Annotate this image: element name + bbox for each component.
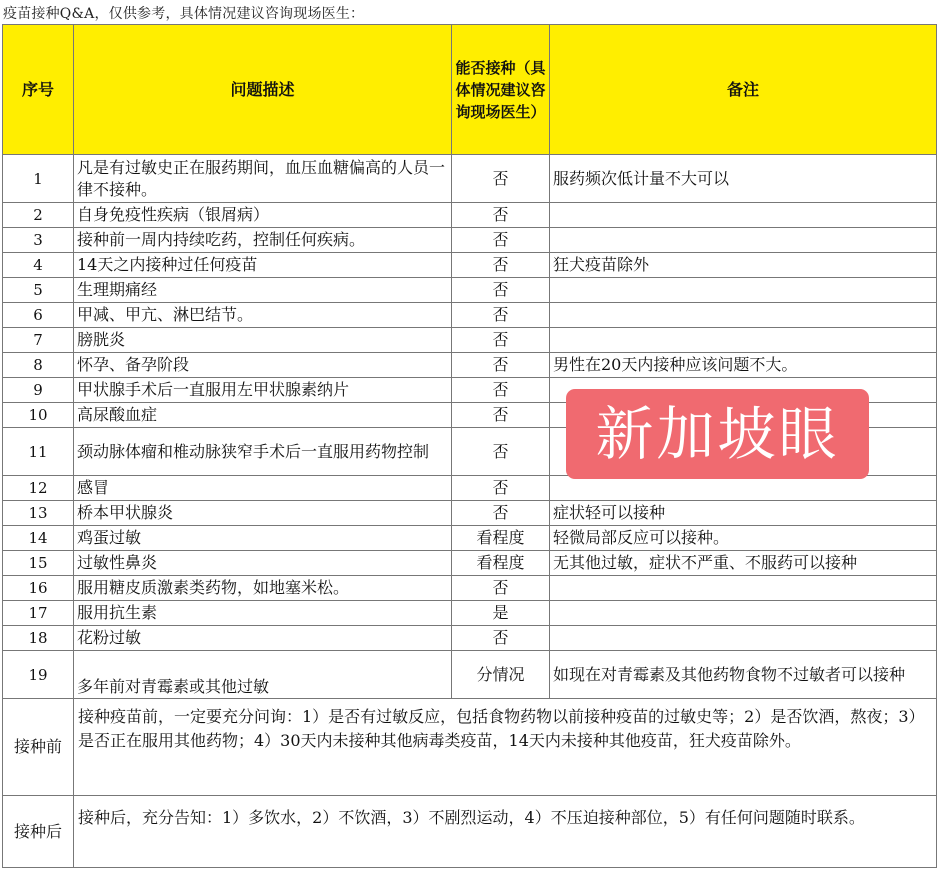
row-remark: 男性在20天内接种应该问题不大。 xyxy=(550,353,937,378)
row-description: 过敏性鼻炎 xyxy=(74,551,452,576)
table-row xyxy=(3,476,937,501)
row-number: 1 xyxy=(3,155,74,203)
row-number: 15 xyxy=(3,551,74,576)
row-description: 桥本甲状腺炎 xyxy=(74,501,452,526)
row-description: 甲减、甲亢、淋巴结节。 xyxy=(74,303,452,328)
row-can-vaccinate: 否 xyxy=(452,228,550,253)
before-label: 接种前 xyxy=(3,699,74,796)
row-number: 7 xyxy=(3,328,74,353)
row-description: 感冒 xyxy=(74,476,452,501)
row-remark xyxy=(550,576,937,601)
row-remark xyxy=(550,601,937,626)
row-description: 怀孕、备孕阶段 xyxy=(74,353,452,378)
row-can-vaccinate: 否 xyxy=(452,353,550,378)
row-remark: 狂犬疫苗除外 xyxy=(550,253,937,278)
row-remark: 服药频次低计量不大可以 xyxy=(550,155,937,203)
caption: 疫苗接种Q&A，仅供参考，具体情况建议咨询现场医生： xyxy=(3,6,365,22)
row-number: 19 xyxy=(3,651,74,699)
row-can-vaccinate: 否 xyxy=(452,303,550,328)
row-description: 膀胱炎 xyxy=(74,328,452,353)
row-number: 12 xyxy=(3,476,74,501)
table-row xyxy=(3,576,937,601)
after-text: 接种后，充分告知：1）多饮水，2）不饮酒，3）不剧烈运动，4）不压迫接种部位，5）有任何问题随时联系。 xyxy=(74,796,937,868)
row-number: 4 xyxy=(3,253,74,278)
row-remark xyxy=(550,278,937,303)
row-description: 14天之内接种过任何疫苗 xyxy=(74,253,452,278)
row-remark xyxy=(550,328,937,353)
row-number: 6 xyxy=(3,303,74,328)
row-description: 颈动脉体瘤和椎动脉狭窄手术后一直服用药物控制 xyxy=(74,428,452,476)
row-number: 5 xyxy=(3,278,74,303)
table-row xyxy=(3,651,937,699)
table-row xyxy=(3,303,937,328)
row-can-vaccinate: 否 xyxy=(452,428,550,476)
header-remarks: 备注 xyxy=(550,25,937,155)
row-number: 9 xyxy=(3,378,74,403)
table-row xyxy=(3,203,937,228)
table-row xyxy=(3,626,937,651)
row-can-vaccinate: 看程度 xyxy=(452,551,550,576)
row-description: 花粉过敏 xyxy=(74,626,452,651)
row-can-vaccinate: 否 xyxy=(452,155,550,203)
row-description: 高尿酸血症 xyxy=(74,403,452,428)
row-can-vaccinate: 否 xyxy=(452,328,550,353)
row-can-vaccinate: 否 xyxy=(452,476,550,501)
row-can-vaccinate: 是 xyxy=(452,601,550,626)
before-text: 接种疫苗前，一定要充分问询：1）是否有过敏反应，包括食物药物以前接种疫苗的过敏史等；2）是否饮酒，熬夜；3）是否正在服用其他药物；4）30天内未接种其他病毒类疫苗，14天内未接种其他疫苗，狂犬疫苗除外。 xyxy=(74,699,937,796)
table-row xyxy=(3,353,937,378)
row-can-vaccinate: 看程度 xyxy=(452,526,550,551)
row-can-vaccinate: 分情况 xyxy=(452,651,550,699)
row-description: 自身免疫性疾病（银屑病） xyxy=(74,203,452,228)
table-row xyxy=(3,328,937,353)
row-number: 18 xyxy=(3,626,74,651)
table-row xyxy=(3,155,937,203)
header-can-vaccinate: 能否接种（具体情况建议咨询现场医生） xyxy=(452,25,550,155)
row-description: 多年前对青霉素或其他过敏 xyxy=(74,651,452,699)
row-can-vaccinate: 否 xyxy=(452,253,550,278)
row-remark: 症状轻可以接种 xyxy=(550,501,937,526)
row-number: 14 xyxy=(3,526,74,551)
row-can-vaccinate: 否 xyxy=(452,501,550,526)
row-number: 16 xyxy=(3,576,74,601)
row-description: 鸡蛋过敏 xyxy=(74,526,452,551)
row-description: 服用糖皮质激素类药物，如地塞米松。 xyxy=(74,576,452,601)
row-remark: 如现在对青霉素及其他药物食物不过敏者可以接种 xyxy=(550,651,937,699)
row-can-vaccinate: 否 xyxy=(452,626,550,651)
watermark-stamp: 新加坡眼 xyxy=(566,389,869,479)
table-row xyxy=(3,601,937,626)
row-can-vaccinate: 否 xyxy=(452,278,550,303)
row-can-vaccinate: 否 xyxy=(452,203,550,228)
table-row xyxy=(3,253,937,278)
table-row xyxy=(3,551,937,576)
header-description: 问题描述 xyxy=(74,25,452,155)
row-number: 11 xyxy=(3,428,74,476)
after-label: 接种后 xyxy=(3,796,74,868)
row-number: 10 xyxy=(3,403,74,428)
row-remark: 无其他过敏，症状不严重、不服药可以接种 xyxy=(550,551,937,576)
row-description: 凡是有过敏史正在服药期间，血压血糖偏高的人员一律不接种。 xyxy=(74,155,452,203)
row-number: 8 xyxy=(3,353,74,378)
row-number: 13 xyxy=(3,501,74,526)
table-row xyxy=(3,501,937,526)
table-row xyxy=(3,278,937,303)
row-number: 17 xyxy=(3,601,74,626)
row-number: 3 xyxy=(3,228,74,253)
row-remark xyxy=(550,228,937,253)
row-description: 甲状腺手术后一直服用左甲状腺素纳片 xyxy=(74,378,452,403)
row-remark xyxy=(550,626,937,651)
row-description: 接种前一周内持续吃药，控制任何疾病。 xyxy=(74,228,452,253)
row-remark: 轻微局部反应可以接种。 xyxy=(550,526,937,551)
row-remark xyxy=(550,476,937,501)
row-remark xyxy=(550,303,937,328)
table-row xyxy=(3,228,937,253)
table-row xyxy=(3,526,937,551)
row-can-vaccinate: 否 xyxy=(452,378,550,403)
row-can-vaccinate: 否 xyxy=(452,576,550,601)
row-remark xyxy=(550,203,937,228)
row-can-vaccinate: 否 xyxy=(452,403,550,428)
row-description: 生理期痛经 xyxy=(74,278,452,303)
header-index: 序号 xyxy=(3,25,74,155)
row-number: 2 xyxy=(3,203,74,228)
row-description: 服用抗生素 xyxy=(74,601,452,626)
